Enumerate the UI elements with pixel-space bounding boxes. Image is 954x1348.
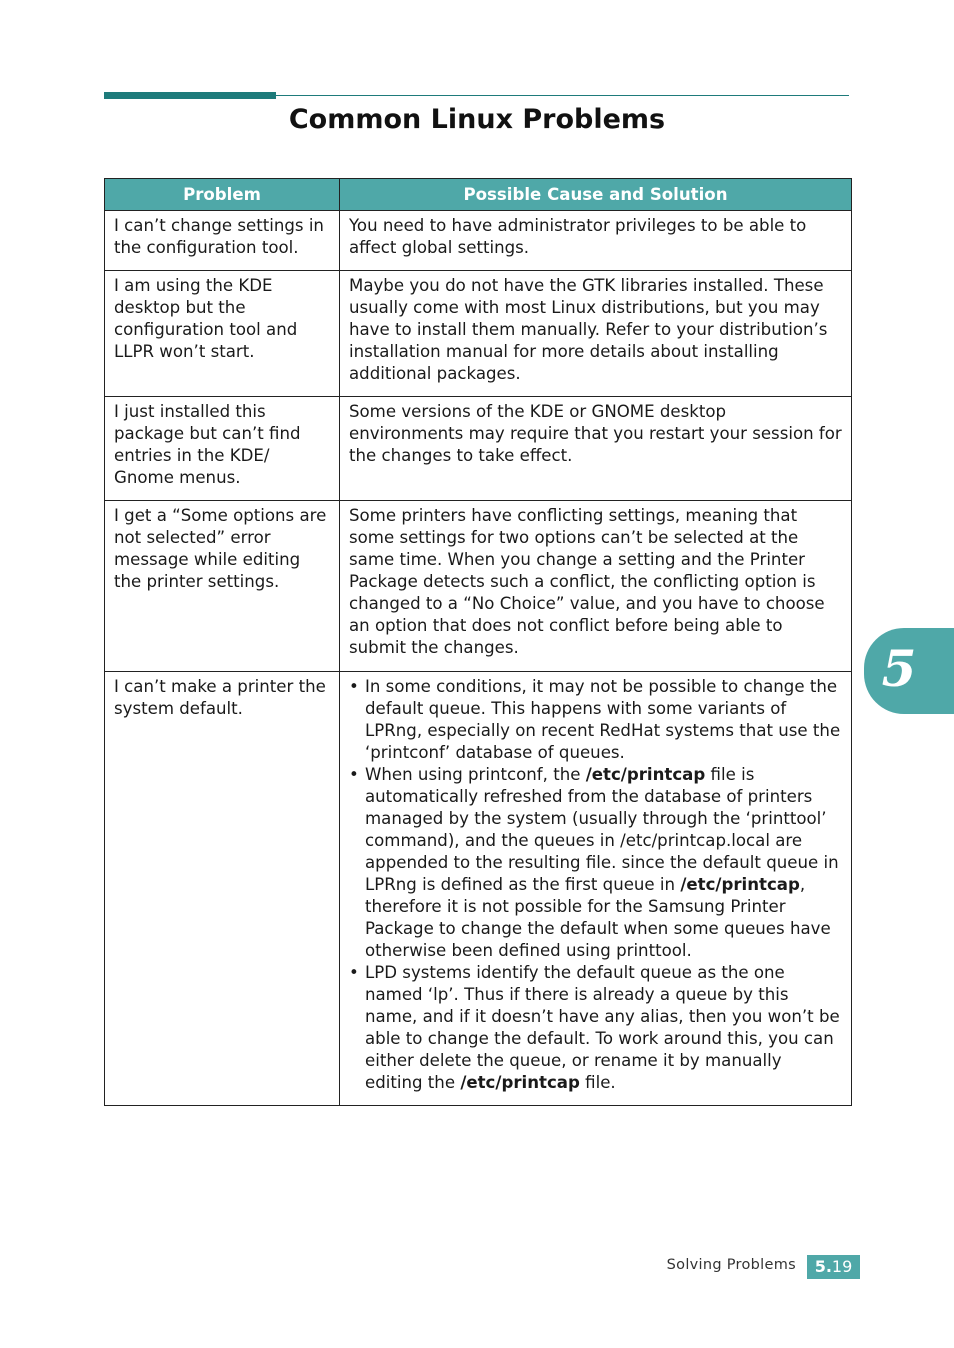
column-header-problem: Problem [105,179,340,211]
solution-cell [340,672,852,1106]
path-code: /etc/printcap [585,765,706,784]
bullet-text: , therefore it is not possible for the Samsung Printer Package to change the default when some queues have otherwise been defined using printtool. [365,875,831,960]
chapter-tab [864,628,954,714]
list-item [349,764,842,962]
problems-table [104,178,852,1106]
problem-cell: I just installed this package but can’t find entries in the KDE/ Gnome menus. [105,397,340,501]
bullet-text: file. [579,1073,616,1092]
solution-cell: Maybe you do not have the GTK libraries installed. These usually come with most Linux distributions, but you may have to install them manually. Refer to your distribution’s installation manual for more details about installing additional packages. [340,271,852,397]
page-title: Common Linux Problems [288,104,666,135]
page-number-box [807,1255,860,1279]
bullet-text: When using printconf, the [365,765,586,784]
solution-cell: Some printers have conflicting settings, meaning that some settings for two options can’t be selected at the same time. When you change a setting and the Printer Package detects such a conflict, the conflicting option is changed to a “No Choice” value, and you have to choose an option that does not conflict before being able to submit the changes. [340,501,852,672]
table-row [105,271,852,397]
path-code: /etc/printcap [680,875,800,894]
chapter-number: 5 [881,639,917,698]
solution-bullet-list [349,676,842,1094]
bullet-icon: • [349,765,359,784]
header-rule-line [276,95,849,96]
table-row [105,501,852,672]
solution-cell: You need to have administrator privileges to be able to affect global settings. [340,211,852,271]
list-item [349,962,842,1094]
problem-cell: I can’t change settings in the configuration tool. [105,211,340,271]
bullet-text: file is automatically refreshed from the database of printers managed by the system (usually through the ‘printtool’ command), and the queues in /etc/printcap.local are appended to the resulting file. since the default queue in LPRng is defined as the first queue in [365,765,839,894]
problem-cell: I am using the KDE desktop but the configuration tool and LLPR won’t start. [105,271,340,397]
page-chapter: 5. [814,1257,832,1276]
page-number: 19 [831,1257,853,1276]
bullet-text: In some conditions, it may not be possible to change the default queue. This happens with some variants of LPRng, especially on recent RedHat systems that use the ‘printconf’ database of queues. [365,677,841,762]
problem-cell: I get a “Some options are not selected” error message while editing the printer settings. [105,501,340,672]
bullet-text: LPD systems identify the default queue as the one named ‘lp’. Thus if there is already a queue by this name, and if it doesn’t have any alias, then you won’t be able to change the default. To work around this, you can either delete the queue, or rename it by manually editing the [365,963,840,1092]
bullet-icon: • [349,677,359,696]
table-row [105,211,852,271]
footer-section-name [667,1257,796,1273]
table-row [105,397,852,501]
bullet-icon: • [349,963,359,982]
column-header-solution: Possible Cause and Solution [340,179,852,211]
table-row [105,672,852,1106]
header-rule-accent [104,92,276,99]
path-code: /etc/printcap [460,1073,580,1092]
table-header-row [105,179,852,211]
solution-cell: Some versions of the KDE or GNOME desktop environments may require that you restart your session for the changes to take effect. [340,397,852,501]
list-item [349,676,842,764]
problem-cell: I can’t make a printer the system default. [105,672,340,1106]
footer-section-label: Solving Problems [666,1257,796,1273]
